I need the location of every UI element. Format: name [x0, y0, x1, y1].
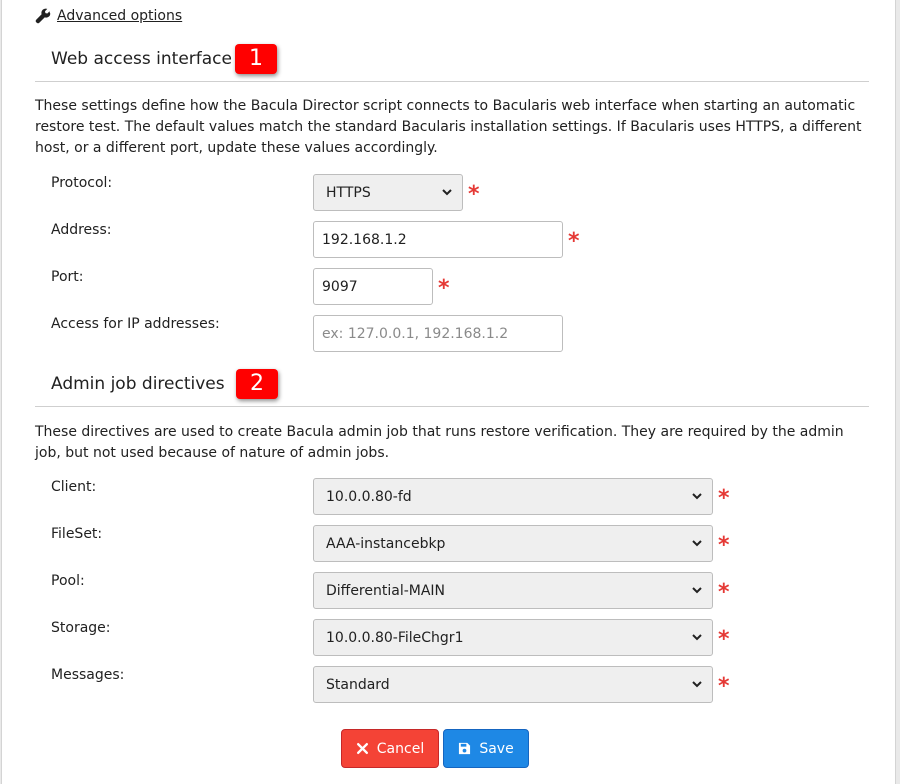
chevron-down-icon [692, 493, 702, 500]
save-button-label: Save [479, 740, 514, 757]
pool-value: Differential-MAIN [326, 582, 446, 599]
section-badge-2: 2 [236, 369, 278, 399]
required-marker: * [718, 627, 730, 652]
required-marker: * [718, 486, 730, 511]
chevron-down-icon [692, 540, 702, 547]
wrench-icon [35, 8, 51, 24]
chevron-down-icon [692, 587, 702, 594]
required-marker: * [468, 182, 480, 207]
pool-select[interactable] [313, 572, 713, 609]
chevron-down-icon [442, 189, 452, 196]
section-divider-2 [35, 406, 869, 407]
messages-label: Messages: [51, 667, 125, 683]
port-label: Port: [51, 269, 84, 285]
required-marker: * [568, 229, 580, 254]
required-marker: * [718, 533, 730, 558]
client-label: Client: [51, 479, 97, 495]
web-access-description: These settings define how the Bacula Director script connects to Bacularis web interface when starting an automatic restore test. The default values match the standard Bacularis installation settings. If Bacularis uses HTTPS, a different host, or a different port, update these values accordingly. [35, 98, 862, 156]
fileset-select[interactable] [313, 525, 713, 562]
required-marker: * [438, 276, 450, 301]
cancel-button[interactable] [341, 729, 439, 768]
storage-select[interactable] [313, 619, 713, 656]
save-button[interactable] [443, 729, 529, 768]
access-ips-input[interactable] [313, 315, 563, 352]
address-input[interactable] [313, 221, 563, 258]
section-divider-1 [35, 81, 869, 82]
chevron-down-icon [692, 681, 702, 688]
address-label: Address: [51, 222, 112, 238]
form-panel [1, 0, 896, 784]
access-ips-label: Access for IP addresses: [51, 316, 220, 332]
pool-label: Pool: [51, 573, 85, 589]
fileset-label: FileSet: [51, 526, 103, 542]
required-marker: * [718, 674, 730, 699]
messages-select[interactable] [313, 666, 713, 703]
protocol-select[interactable] [313, 174, 463, 211]
storage-value: 10.0.0.80-FileChgr1 [326, 629, 464, 646]
cancel-button-label: Cancel [376, 740, 425, 757]
messages-value: Standard [326, 676, 390, 693]
protocol-value: HTTPS [326, 184, 371, 201]
floppy-disk-icon [458, 742, 471, 755]
client-value: 10.0.0.80-fd [326, 488, 412, 505]
protocol-label: Protocol: [51, 175, 113, 191]
chevron-down-icon [692, 634, 702, 641]
web-access-title: Web access interface [51, 49, 232, 69]
fileset-value: AAA-instancebkp [326, 535, 446, 552]
admin-job-description: These directives are used to create Bacula admin job that runs restore verification. They are required by the admin job, but not used because of nature of admin jobs. [35, 424, 844, 461]
advanced-options-toggle[interactable] [35, 8, 182, 24]
admin-job-title: Admin job directives [51, 374, 225, 394]
port-input[interactable] [313, 268, 433, 305]
advanced-options-link[interactable]: Advanced options [57, 8, 183, 24]
storage-label: Storage: [51, 620, 111, 636]
client-select[interactable] [313, 478, 713, 515]
close-icon [356, 742, 369, 755]
section-badge-1: 1 [235, 44, 277, 74]
required-marker: * [718, 580, 730, 605]
